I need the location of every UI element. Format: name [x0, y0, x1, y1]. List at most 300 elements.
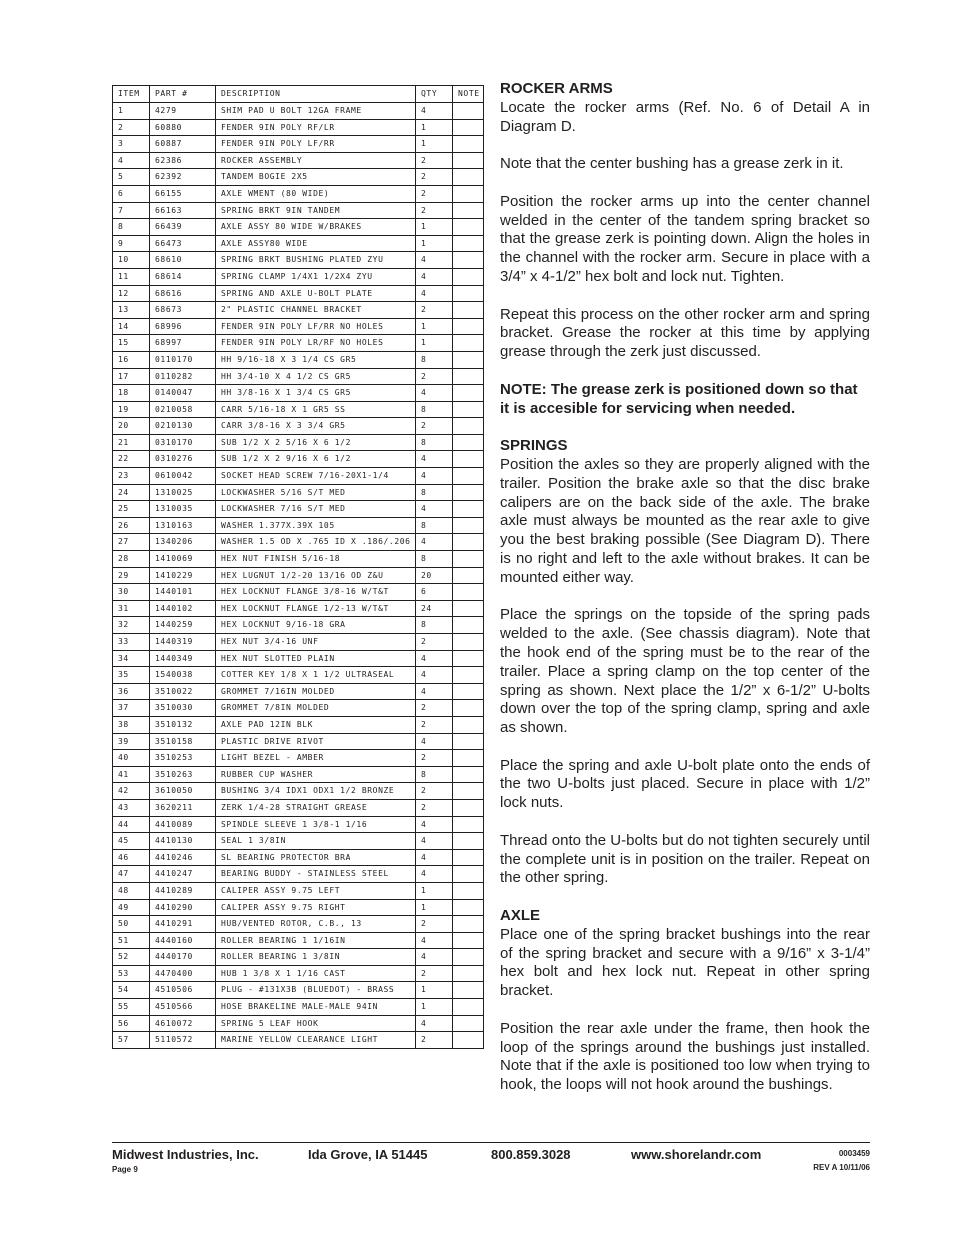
- cell-item: 24: [113, 484, 150, 501]
- cell-qty: 1: [416, 982, 453, 999]
- cell-item: 37: [113, 700, 150, 717]
- cell-note: [453, 401, 484, 418]
- cell-note: [453, 103, 484, 120]
- cell-note: [453, 252, 484, 269]
- cell-description: WASHER 1.377X.39X 105: [216, 517, 416, 534]
- cell-qty: 4: [416, 1015, 453, 1032]
- cell-note: [453, 733, 484, 750]
- cell-description: LOCKWASHER 5/16 S/T MED: [216, 484, 416, 501]
- cell-item: 57: [113, 1032, 150, 1049]
- axle-heading: AXLE: [500, 907, 541, 925]
- cell-item: 26: [113, 517, 150, 534]
- table-row: [113, 600, 484, 617]
- cell-part-number: 3510263: [150, 766, 216, 783]
- footer-page-number: Page 9: [112, 1165, 138, 1174]
- cell-part-number: 60880: [150, 119, 216, 136]
- cell-description: SUB 1/2 X 2 5/16 X 6 1/2: [216, 434, 416, 451]
- table-row: [113, 418, 484, 435]
- cell-qty: 4: [416, 468, 453, 485]
- cell-note: [453, 185, 484, 202]
- cell-description: HOSE BRAKELINE MALE-MALE 94IN: [216, 999, 416, 1016]
- cell-part-number: 4410130: [150, 833, 216, 850]
- cell-item: 11: [113, 268, 150, 285]
- table-row: [113, 368, 484, 385]
- cell-qty: 4: [416, 385, 453, 402]
- cell-qty: 2: [416, 716, 453, 733]
- cell-item: 42: [113, 783, 150, 800]
- table-row: [113, 849, 484, 866]
- cell-description: CALIPER ASSY 9.75 LEFT: [216, 882, 416, 899]
- table-row: [113, 899, 484, 916]
- cell-note: [453, 849, 484, 866]
- table-row: [113, 185, 484, 202]
- cell-part-number: 68610: [150, 252, 216, 269]
- cell-note: [453, 999, 484, 1016]
- cell-qty: 4: [416, 866, 453, 883]
- table-row: [113, 617, 484, 634]
- table-row: [113, 965, 484, 982]
- footer-company: Midwest Industries, Inc.: [112, 1147, 259, 1162]
- cell-qty: 4: [416, 849, 453, 866]
- table-row: [113, 1015, 484, 1032]
- cell-qty: 4: [416, 501, 453, 518]
- cell-description: ROLLER BEARING 1 1/16IN: [216, 932, 416, 949]
- cell-description: HEX LOCKNUT FLANGE 1/2-13 W/T&T: [216, 600, 416, 617]
- cell-qty: 2: [416, 202, 453, 219]
- cell-description: HEX NUT FINISH 5/16-18: [216, 551, 416, 568]
- cell-note: [453, 617, 484, 634]
- cell-note: [453, 202, 484, 219]
- cell-note: [453, 484, 484, 501]
- cell-description: LIGHT BEZEL - AMBER: [216, 750, 416, 767]
- cell-item: 54: [113, 982, 150, 999]
- table-row: [113, 252, 484, 269]
- table-row: [113, 202, 484, 219]
- cell-part-number: 1440259: [150, 617, 216, 634]
- cell-note: [453, 534, 484, 551]
- cell-item: 6: [113, 185, 150, 202]
- cell-qty: 24: [416, 600, 453, 617]
- cell-qty: 8: [416, 551, 453, 568]
- axle-paragraph: Position the rear axle under the frame, then hook the loop of the springs around the bushings just installed. Note that if the axle is positioned too low when trying to hook, the loops will not hook around the bushings.: [500, 1019, 870, 1094]
- cell-item: 47: [113, 866, 150, 883]
- header-item: ITEM: [113, 86, 150, 103]
- springs-paragraph: Position the axles so they are properly aligned with the trailer. Position the brake axle so that the disc brake calipers are on the back side of the axle. The brake axle must always be mounted as the rear axle to give you the best braking possible (See Diagram D). There is no right and left to the axle without brakes. It can be mounted either way.: [500, 455, 870, 586]
- cell-description: ZERK 1/4-28 STRAIGHT GREASE: [216, 799, 416, 816]
- cell-note: [453, 434, 484, 451]
- cell-item: 32: [113, 617, 150, 634]
- cell-part-number: 0310170: [150, 434, 216, 451]
- cell-part-number: 3620211: [150, 799, 216, 816]
- cell-note: [453, 451, 484, 468]
- cell-part-number: 68997: [150, 335, 216, 352]
- cell-note: [453, 700, 484, 717]
- table-row: [113, 916, 484, 933]
- table-row: [113, 152, 484, 169]
- cell-description: BUSHING 3/4 IDX1 ODX1 1/2 BRONZE: [216, 783, 416, 800]
- cell-note: [453, 716, 484, 733]
- cell-description: HH 3/8-16 X 1 3/4 CS GR5: [216, 385, 416, 402]
- header-note: NOTE: [453, 86, 484, 103]
- table-row: [113, 882, 484, 899]
- cell-qty: 2: [416, 418, 453, 435]
- cell-description: SPRING 5 LEAF HOOK: [216, 1015, 416, 1032]
- cell-item: 53: [113, 965, 150, 982]
- cell-note: [453, 949, 484, 966]
- cell-qty: 2: [416, 1032, 453, 1049]
- cell-note: [453, 235, 484, 252]
- cell-qty: 4: [416, 683, 453, 700]
- cell-item: 4: [113, 152, 150, 169]
- cell-part-number: 0110282: [150, 368, 216, 385]
- cell-qty: 2: [416, 634, 453, 651]
- cell-description: SHIM PAD U BOLT 12GA FRAME: [216, 103, 416, 120]
- cell-part-number: 4410246: [150, 849, 216, 866]
- table-row: [113, 219, 484, 236]
- table-row: [113, 634, 484, 651]
- cell-description: MARINE YELLOW CLEARANCE LIGHT: [216, 1032, 416, 1049]
- cell-part-number: 68996: [150, 318, 216, 335]
- cell-item: 19: [113, 401, 150, 418]
- cell-note: [453, 318, 484, 335]
- cell-part-number: 1440319: [150, 634, 216, 651]
- cell-part-number: 4440160: [150, 932, 216, 949]
- cell-part-number: 62392: [150, 169, 216, 186]
- table-row: [113, 799, 484, 816]
- cell-qty: 2: [416, 185, 453, 202]
- springs-paragraph: Thread onto the U-bolts but do not tighten securely until the complete unit is in position on the trailer. Repeat on the other spring.: [500, 831, 870, 887]
- cell-description: COTTER KEY 1/8 X 1 1/2 ULTRASEAL: [216, 667, 416, 684]
- cell-part-number: 0210130: [150, 418, 216, 435]
- cell-part-number: 1410069: [150, 551, 216, 568]
- cell-description: GROMMET 7/16IN MOLDED: [216, 683, 416, 700]
- parts-table-header: [113, 86, 484, 103]
- cell-description: LOCKWASHER 7/16 S/T MED: [216, 501, 416, 518]
- cell-description: SL BEARING PROTECTOR BRA: [216, 849, 416, 866]
- cell-description: HUB 1 3/8 X 1 1/16 CAST: [216, 965, 416, 982]
- cell-qty: 4: [416, 103, 453, 120]
- cell-description: SEAL 1 3/8IN: [216, 833, 416, 850]
- cell-description: AXLE WMENT (80 WIDE): [216, 185, 416, 202]
- cell-note: [453, 584, 484, 601]
- cell-item: 56: [113, 1015, 150, 1032]
- cell-note: [453, 750, 484, 767]
- cell-part-number: 62386: [150, 152, 216, 169]
- cell-note: [453, 982, 484, 999]
- cell-description: SPRING AND AXLE U-BOLT PLATE: [216, 285, 416, 302]
- cell-note: [453, 683, 484, 700]
- cell-description: PLASTIC DRIVE RIVOT: [216, 733, 416, 750]
- cell-qty: 2: [416, 750, 453, 767]
- cell-qty: 4: [416, 833, 453, 850]
- cell-note: [453, 634, 484, 651]
- cell-note: [453, 268, 484, 285]
- cell-note: [453, 882, 484, 899]
- cell-part-number: 1310035: [150, 501, 216, 518]
- cell-part-number: 4279: [150, 103, 216, 120]
- cell-part-number: 1310163: [150, 517, 216, 534]
- table-row: [113, 683, 484, 700]
- cell-item: 28: [113, 551, 150, 568]
- cell-item: 30: [113, 584, 150, 601]
- cell-note: [453, 119, 484, 136]
- footer-phone: 800.859.3028: [491, 1147, 571, 1162]
- cell-qty: 4: [416, 285, 453, 302]
- cell-description: CARR 5/16-18 X 1 GR5 SS: [216, 401, 416, 418]
- cell-item: 48: [113, 882, 150, 899]
- cell-note: [453, 600, 484, 617]
- table-row: [113, 484, 484, 501]
- cell-description: HH 9/16-18 X 3 1/4 CS GR5: [216, 351, 416, 368]
- footer-divider: [112, 1142, 870, 1143]
- cell-qty: 2: [416, 700, 453, 717]
- table-row: [113, 866, 484, 883]
- cell-item: 14: [113, 318, 150, 335]
- cell-item: 16: [113, 351, 150, 368]
- cell-item: 9: [113, 235, 150, 252]
- springs-paragraph: Place the spring and axle U-bolt plate onto the ends of the two U-bolts just placed. Secure in place with 1/2” lock nuts.: [500, 756, 870, 812]
- table-row: [113, 385, 484, 402]
- cell-item: 27: [113, 534, 150, 551]
- cell-qty: 2: [416, 169, 453, 186]
- cell-description: RUBBER CUP WASHER: [216, 766, 416, 783]
- cell-item: 13: [113, 302, 150, 319]
- grease-zerk-note: NOTE: The grease zerk is positioned down so that it is accesible for servicing when needed.: [500, 380, 858, 417]
- cell-part-number: 4440170: [150, 949, 216, 966]
- table-row: [113, 302, 484, 319]
- cell-item: 49: [113, 899, 150, 916]
- cell-item: 22: [113, 451, 150, 468]
- table-row: [113, 982, 484, 999]
- table-row: [113, 816, 484, 833]
- table-row: [113, 335, 484, 352]
- cell-part-number: 1440101: [150, 584, 216, 601]
- table-row: [113, 999, 484, 1016]
- cell-qty: 1: [416, 882, 453, 899]
- parts-table: [112, 85, 484, 1049]
- table-row: [113, 700, 484, 717]
- cell-note: [453, 517, 484, 534]
- cell-qty: 2: [416, 799, 453, 816]
- cell-qty: 8: [416, 434, 453, 451]
- cell-note: [453, 335, 484, 352]
- table-row: [113, 783, 484, 800]
- cell-qty: 4: [416, 949, 453, 966]
- table-row: [113, 169, 484, 186]
- cell-description: SUB 1/2 X 2 9/16 X 6 1/2: [216, 451, 416, 468]
- cell-item: 36: [113, 683, 150, 700]
- rocker-arms-paragraph: Repeat this process on the other rocker arm and spring bracket. Grease the rocker at this time by applying grease through the zerk just discussed.: [500, 305, 870, 361]
- table-row: [113, 949, 484, 966]
- table-row: [113, 351, 484, 368]
- cell-qty: 1: [416, 318, 453, 335]
- cell-note: [453, 916, 484, 933]
- cell-part-number: 3510132: [150, 716, 216, 733]
- table-row: [113, 766, 484, 783]
- cell-item: 31: [113, 600, 150, 617]
- table-row: [113, 235, 484, 252]
- cell-part-number: 4610072: [150, 1015, 216, 1032]
- cell-note: [453, 136, 484, 153]
- cell-part-number: 0210058: [150, 401, 216, 418]
- cell-item: 21: [113, 434, 150, 451]
- cell-item: 38: [113, 716, 150, 733]
- instructions-column: [500, 80, 870, 1114]
- cell-part-number: 3510022: [150, 683, 216, 700]
- cell-part-number: 0610042: [150, 468, 216, 485]
- cell-note: [453, 302, 484, 319]
- cell-part-number: 3510253: [150, 750, 216, 767]
- table-row: [113, 584, 484, 601]
- footer-revision: REV A 10/11/06: [813, 1163, 870, 1172]
- cell-item: 55: [113, 999, 150, 1016]
- cell-note: [453, 783, 484, 800]
- cell-note: [453, 219, 484, 236]
- cell-note: [453, 551, 484, 568]
- cell-qty: 4: [416, 816, 453, 833]
- cell-description: AXLE ASSY 80 WIDE W/BRAKES: [216, 219, 416, 236]
- table-row: [113, 932, 484, 949]
- cell-part-number: 1410229: [150, 567, 216, 584]
- cell-part-number: 4410290: [150, 899, 216, 916]
- cell-part-number: 4410089: [150, 816, 216, 833]
- header-description: DESCRIPTION: [216, 86, 416, 103]
- table-row: [113, 434, 484, 451]
- cell-item: 39: [113, 733, 150, 750]
- cell-item: 10: [113, 252, 150, 269]
- footer-website: www.shorelandr.com: [631, 1147, 762, 1162]
- cell-description: BEARING BUDDY - STAINLESS STEEL: [216, 866, 416, 883]
- table-row: [113, 733, 484, 750]
- cell-note: [453, 567, 484, 584]
- header-part-number: PART #: [150, 86, 216, 103]
- cell-note: [453, 285, 484, 302]
- cell-note: [453, 799, 484, 816]
- cell-note: [453, 418, 484, 435]
- cell-description: HUB/VENTED ROTOR, C.B., 13: [216, 916, 416, 933]
- cell-qty: 4: [416, 451, 453, 468]
- cell-part-number: 4470400: [150, 965, 216, 982]
- cell-description: HEX NUT SLOTTED PLAIN: [216, 650, 416, 667]
- cell-description: 2" PLASTIC CHANNEL BRACKET: [216, 302, 416, 319]
- cell-qty: 1: [416, 235, 453, 252]
- cell-note: [453, 351, 484, 368]
- cell-qty: 1: [416, 136, 453, 153]
- cell-description: HEX NUT 3/4-16 UNF: [216, 634, 416, 651]
- rocker-arms-paragraph: Locate the rocker arms (Ref. No. 6 of Detail A in Diagram D.: [500, 98, 870, 135]
- table-row: [113, 468, 484, 485]
- cell-item: 23: [113, 468, 150, 485]
- cell-description: WASHER 1.5 OD X .765 ID X .186/.206: [216, 534, 416, 551]
- cell-note: [453, 866, 484, 883]
- cell-part-number: 1440349: [150, 650, 216, 667]
- cell-part-number: 0110170: [150, 351, 216, 368]
- cell-description: SPRING BRKT BUSHING PLATED ZYU: [216, 252, 416, 269]
- cell-part-number: 68616: [150, 285, 216, 302]
- cell-note: [453, 766, 484, 783]
- cell-part-number: 1340206: [150, 534, 216, 551]
- cell-qty: 1: [416, 219, 453, 236]
- cell-item: 15: [113, 335, 150, 352]
- cell-part-number: 5110572: [150, 1032, 216, 1049]
- cell-part-number: 4510506: [150, 982, 216, 999]
- cell-item: 35: [113, 667, 150, 684]
- cell-description: HEX LOCKNUT 9/16-18 GRA: [216, 617, 416, 634]
- cell-qty: 8: [416, 401, 453, 418]
- cell-part-number: 3510030: [150, 700, 216, 717]
- cell-part-number: 1440102: [150, 600, 216, 617]
- cell-description: CARR 3/8-16 X 3 3/4 GR5: [216, 418, 416, 435]
- parts-table-body: [113, 103, 484, 1049]
- cell-item: 25: [113, 501, 150, 518]
- table-row: [113, 650, 484, 667]
- cell-qty: 8: [416, 766, 453, 783]
- cell-part-number: 3610050: [150, 783, 216, 800]
- table-row: [113, 534, 484, 551]
- cell-item: 17: [113, 368, 150, 385]
- cell-qty: 1: [416, 335, 453, 352]
- cell-qty: 8: [416, 517, 453, 534]
- cell-qty: 4: [416, 932, 453, 949]
- cell-part-number: 4510566: [150, 999, 216, 1016]
- cell-qty: 2: [416, 152, 453, 169]
- cell-item: 5: [113, 169, 150, 186]
- cell-qty: 4: [416, 667, 453, 684]
- cell-item: 41: [113, 766, 150, 783]
- cell-description: FENDER 9IN POLY LF/RR: [216, 136, 416, 153]
- cell-qty: 20: [416, 567, 453, 584]
- cell-qty: 1: [416, 999, 453, 1016]
- table-row: [113, 268, 484, 285]
- cell-item: 44: [113, 816, 150, 833]
- table-row: [113, 1032, 484, 1049]
- cell-description: ROLLER BEARING 1 3/8IN: [216, 949, 416, 966]
- cell-note: [453, 816, 484, 833]
- cell-description: HEX LUGNUT 1/2-20 13/16 OD Z&U: [216, 567, 416, 584]
- cell-description: FENDER 9IN POLY RF/LR: [216, 119, 416, 136]
- table-row: [113, 501, 484, 518]
- cell-note: [453, 833, 484, 850]
- table-row: [113, 667, 484, 684]
- cell-item: 18: [113, 385, 150, 402]
- cell-part-number: 4410291: [150, 916, 216, 933]
- cell-note: [453, 965, 484, 982]
- cell-item: 34: [113, 650, 150, 667]
- cell-note: [453, 169, 484, 186]
- cell-item: 52: [113, 949, 150, 966]
- cell-note: [453, 385, 484, 402]
- cell-note: [453, 899, 484, 916]
- table-row: [113, 716, 484, 733]
- cell-description: SPRING CLAMP 1/4X1 1/2X4 ZYU: [216, 268, 416, 285]
- cell-item: 20: [113, 418, 150, 435]
- cell-description: GROMMET 7/8IN MOLDED: [216, 700, 416, 717]
- footer-city: Ida Grove, IA 51445: [308, 1147, 428, 1162]
- cell-item: 3: [113, 136, 150, 153]
- cell-part-number: 4410247: [150, 866, 216, 883]
- cell-note: [453, 667, 484, 684]
- cell-part-number: 66473: [150, 235, 216, 252]
- cell-item: 33: [113, 634, 150, 651]
- cell-description: HH 3/4-10 X 4 1/2 CS GR5: [216, 368, 416, 385]
- cell-item: 50: [113, 916, 150, 933]
- cell-description: AXLE ASSY80 WIDE: [216, 235, 416, 252]
- cell-description: HEX LOCKNUT FLANGE 3/8-16 W/T&T: [216, 584, 416, 601]
- cell-part-number: 4410289: [150, 882, 216, 899]
- table-row: [113, 136, 484, 153]
- cell-qty: 4: [416, 733, 453, 750]
- cell-part-number: 1310025: [150, 484, 216, 501]
